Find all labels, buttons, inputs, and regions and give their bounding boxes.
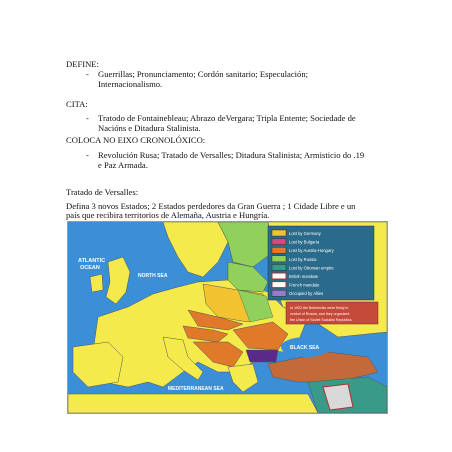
note-line-1: In 1922 the Bolsheviks were firmly in <box>290 306 349 310</box>
versalles-para-line1: Defina 3 novos Estados; 2 Estados perdedores da Gran Guerra ; 1 Cidade Libre e un <box>66 201 356 211</box>
versalles-heading: Tratado de Versalles: <box>66 187 139 197</box>
legend-item <box>272 256 317 262</box>
legend-label: Lost by Germany <box>289 231 321 236</box>
legend-swatch <box>272 239 286 245</box>
ireland-shape <box>90 274 103 292</box>
coloca-item-line2: e Paz Armada. <box>98 160 148 170</box>
legend-item <box>272 239 320 245</box>
legend-label: Lost by Ottoman empire <box>289 265 334 271</box>
legend-item <box>272 282 320 288</box>
legend-label: French mandate <box>289 282 320 288</box>
black-sea-label: BLACK SEA <box>290 345 320 351</box>
legend-label: Lost by Austria-Hungary <box>289 248 334 254</box>
define-item-line1: Guerrillas; Pronunciamento; Cordón sanitario; Especulación; <box>98 69 309 79</box>
cita-item-line2: Nacións e Ditadura Stalinista. <box>98 123 201 133</box>
cita-heading: CITA: <box>66 99 88 109</box>
legend-label: British mandate <box>289 274 319 279</box>
coloca-bullet: - <box>86 150 89 160</box>
define-bullet: - <box>86 69 89 79</box>
legend-swatch <box>272 247 286 253</box>
define-heading: DEFINE: <box>66 59 99 69</box>
legend-item <box>272 290 323 296</box>
cita-bullet: - <box>86 113 89 123</box>
europe-map-svg <box>68 222 387 413</box>
map-legend <box>268 226 374 300</box>
versalles-para-line2: país que recibira territorios de Alemaña, Austria e Hungría. <box>66 210 270 220</box>
define-item-line2: Internacionalismo. <box>98 79 163 89</box>
legend-swatch <box>272 290 286 296</box>
legend-label: Lost by Russia <box>289 256 317 262</box>
legend-label: Occupied by Allies <box>289 291 324 297</box>
legend-item <box>272 230 322 236</box>
legend-item <box>272 273 319 279</box>
note-line-2: control of Russia, and they organized <box>290 312 350 316</box>
north-africa-shape <box>68 394 318 413</box>
legend-swatch <box>272 230 286 236</box>
coloca-item-line1: Revolución Rusa; Tratado de Versalles; Ditadura Stalinista; Armisticio do .19 <box>98 150 365 160</box>
med-sea-label: MEDITERRANEAN SEA <box>168 386 224 392</box>
legend-swatch <box>272 273 286 279</box>
legend-background <box>268 226 374 300</box>
ussr-note <box>286 302 378 324</box>
bulgaria-shape <box>246 350 278 362</box>
ocean-label: OCEAN <box>80 265 100 271</box>
note-line-3: the Union of Soviet Socialist Republics. <box>290 318 353 322</box>
europe-map-image <box>67 221 388 414</box>
coloca-heading: COLOCA NO EIXO CRONOLÓXICO: <box>66 135 206 145</box>
legend-item <box>272 264 334 270</box>
legend-label: Lost by Bulgaria <box>289 239 320 245</box>
legend-swatch <box>272 282 286 288</box>
legend-item <box>272 247 335 253</box>
atlantic-label: ATLANTIC <box>78 258 106 264</box>
legend-swatch <box>272 256 286 262</box>
north-sea-label: NORTH SEA <box>138 273 168 279</box>
cita-item-line1: Tratodo de Fontainebleau; Abrazo deVergara; Tripla Entente; Sociedade de <box>98 113 356 123</box>
legend-swatch <box>272 264 286 270</box>
